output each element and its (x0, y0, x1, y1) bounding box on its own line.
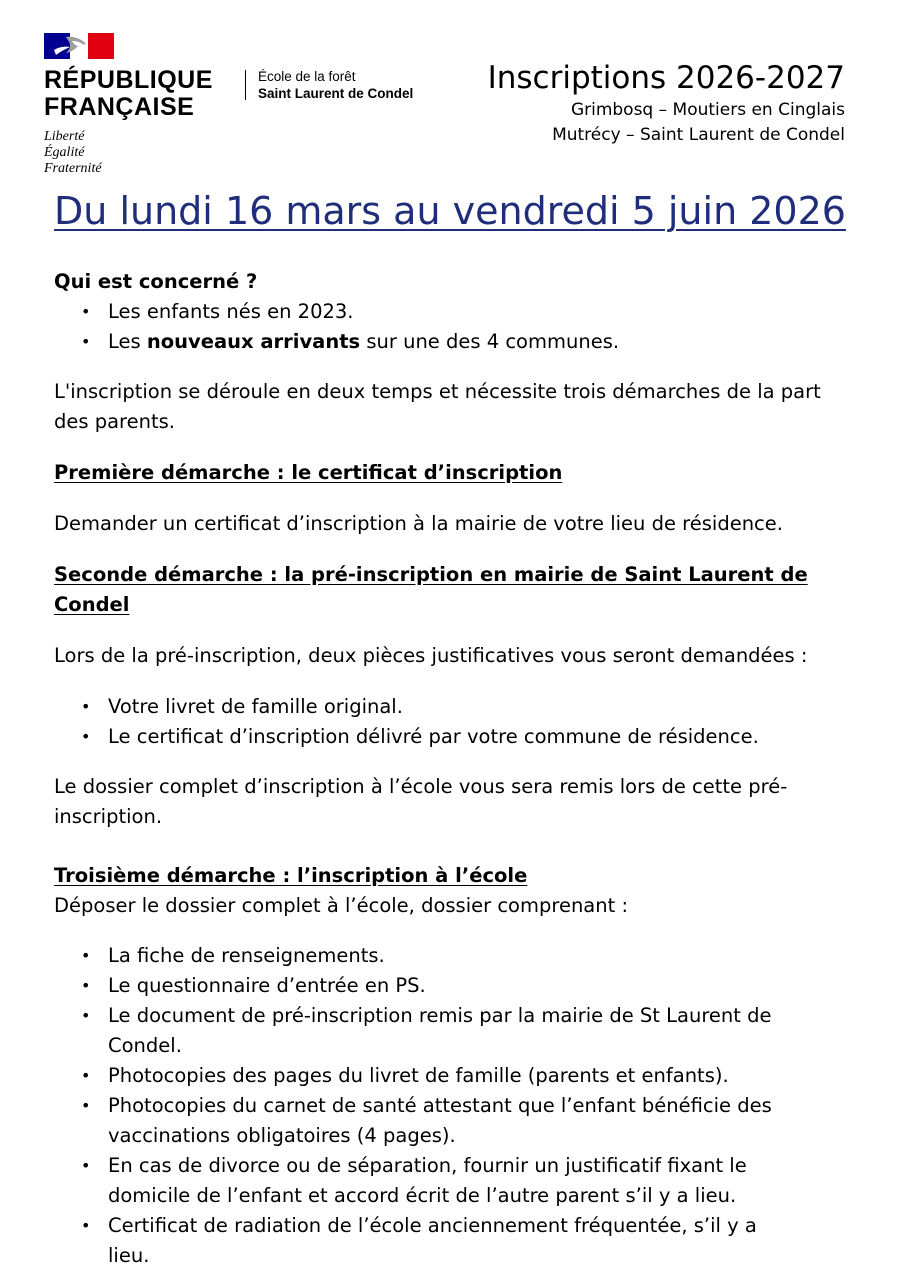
republique-francaise-logo (44, 33, 224, 177)
communes-line1: Grimbosq – Moutiers en Cinglais (570, 100, 845, 120)
republic-motto (44, 129, 224, 177)
marianne-flag-icon (44, 33, 114, 59)
bold-text: nouveaux arrivants (146, 330, 361, 353)
document-title: Inscriptions 2026-2027 (487, 60, 845, 96)
registration-period-text: Du lundi 16 mars au vendredi 5 juin 2026 (54, 189, 846, 233)
list-item: • Le document de pré-inscription remis par la mairie de St Laurent de Condel. (54, 1001, 794, 1061)
list-item: • Les nouveaux arrivants sur une des 4 communes. (54, 327, 854, 357)
step3-list (54, 941, 794, 1271)
registration-period-title (0, 187, 900, 235)
list-item: • Les enfants nés en 2023. (54, 297, 854, 327)
step3-text: Déposer le dossier complet à l’école, dossier comprenant : (54, 894, 629, 917)
republic-name-line1: RÉPUBLIQUE (44, 66, 213, 94)
step1-heading: Première démarche : le certificat d’inscription (54, 461, 563, 484)
school-name-line2: Saint Laurent de Condel (258, 86, 414, 101)
step2-text: Lors de la pré-inscription, deux pièces justificatives vous seront demandées : (54, 644, 808, 667)
list-item: • Photocopies des pages du livret de famille (parents et enfants). (54, 1061, 794, 1091)
step2-list (54, 692, 854, 752)
list-item: • En cas de divorce ou de séparation, fournir un justificatif fixant le domicile de l’enfant et accord écrit de l’autre parent s’il y a lieu. (54, 1151, 794, 1211)
list-item: • Le certificat d’inscription délivré par votre commune de résidence. (54, 722, 854, 752)
motto-egalite: Égalité (44, 145, 85, 160)
communes-line2: Mutrécy – Saint Laurent de Condel (552, 125, 845, 145)
school-name-line1: École de la forêt (258, 69, 356, 84)
step3-heading: Troisième démarche : l’inscription à l’école (54, 864, 528, 887)
logo-separator (245, 70, 246, 100)
motto-liberte: Liberté (44, 129, 85, 144)
list-item: • Le questionnaire d’entrée en PS. (54, 971, 794, 1001)
who-list (54, 297, 854, 357)
step1-text: Demander un certificat d’inscription à la mairie de votre lieu de résidence. (54, 512, 783, 535)
school-name (258, 68, 413, 102)
document-header-right (488, 58, 845, 148)
document-body (54, 267, 854, 1271)
list-item: • La fiche de renseignements. (54, 941, 794, 971)
list-item: • Photocopies du carnet de santé attestant que l’enfant bénéficie des vaccinations obligatoires (4 pages). (54, 1091, 794, 1151)
list-item: • Votre livret de famille original. (54, 692, 854, 722)
motto-fraternite: Fraternité (44, 161, 102, 176)
republic-name-line2: FRANÇAISE (44, 93, 195, 121)
step2-heading: Seconde démarche : la pré-inscription en mairie de Saint Laurent de Condel (54, 563, 808, 616)
intro-paragraph: L'inscription se déroule en deux temps et nécessite trois démarches de la part des parents. (54, 380, 821, 433)
step2-note: Le dossier complet d’inscription à l’école vous sera remis lors de cette pré-inscription. (54, 775, 788, 828)
list-item: • Certificat de radiation de l’école anciennement fréquentée, s’il y a lieu. (54, 1211, 794, 1271)
who-heading: Qui est concerné ? (54, 270, 258, 293)
